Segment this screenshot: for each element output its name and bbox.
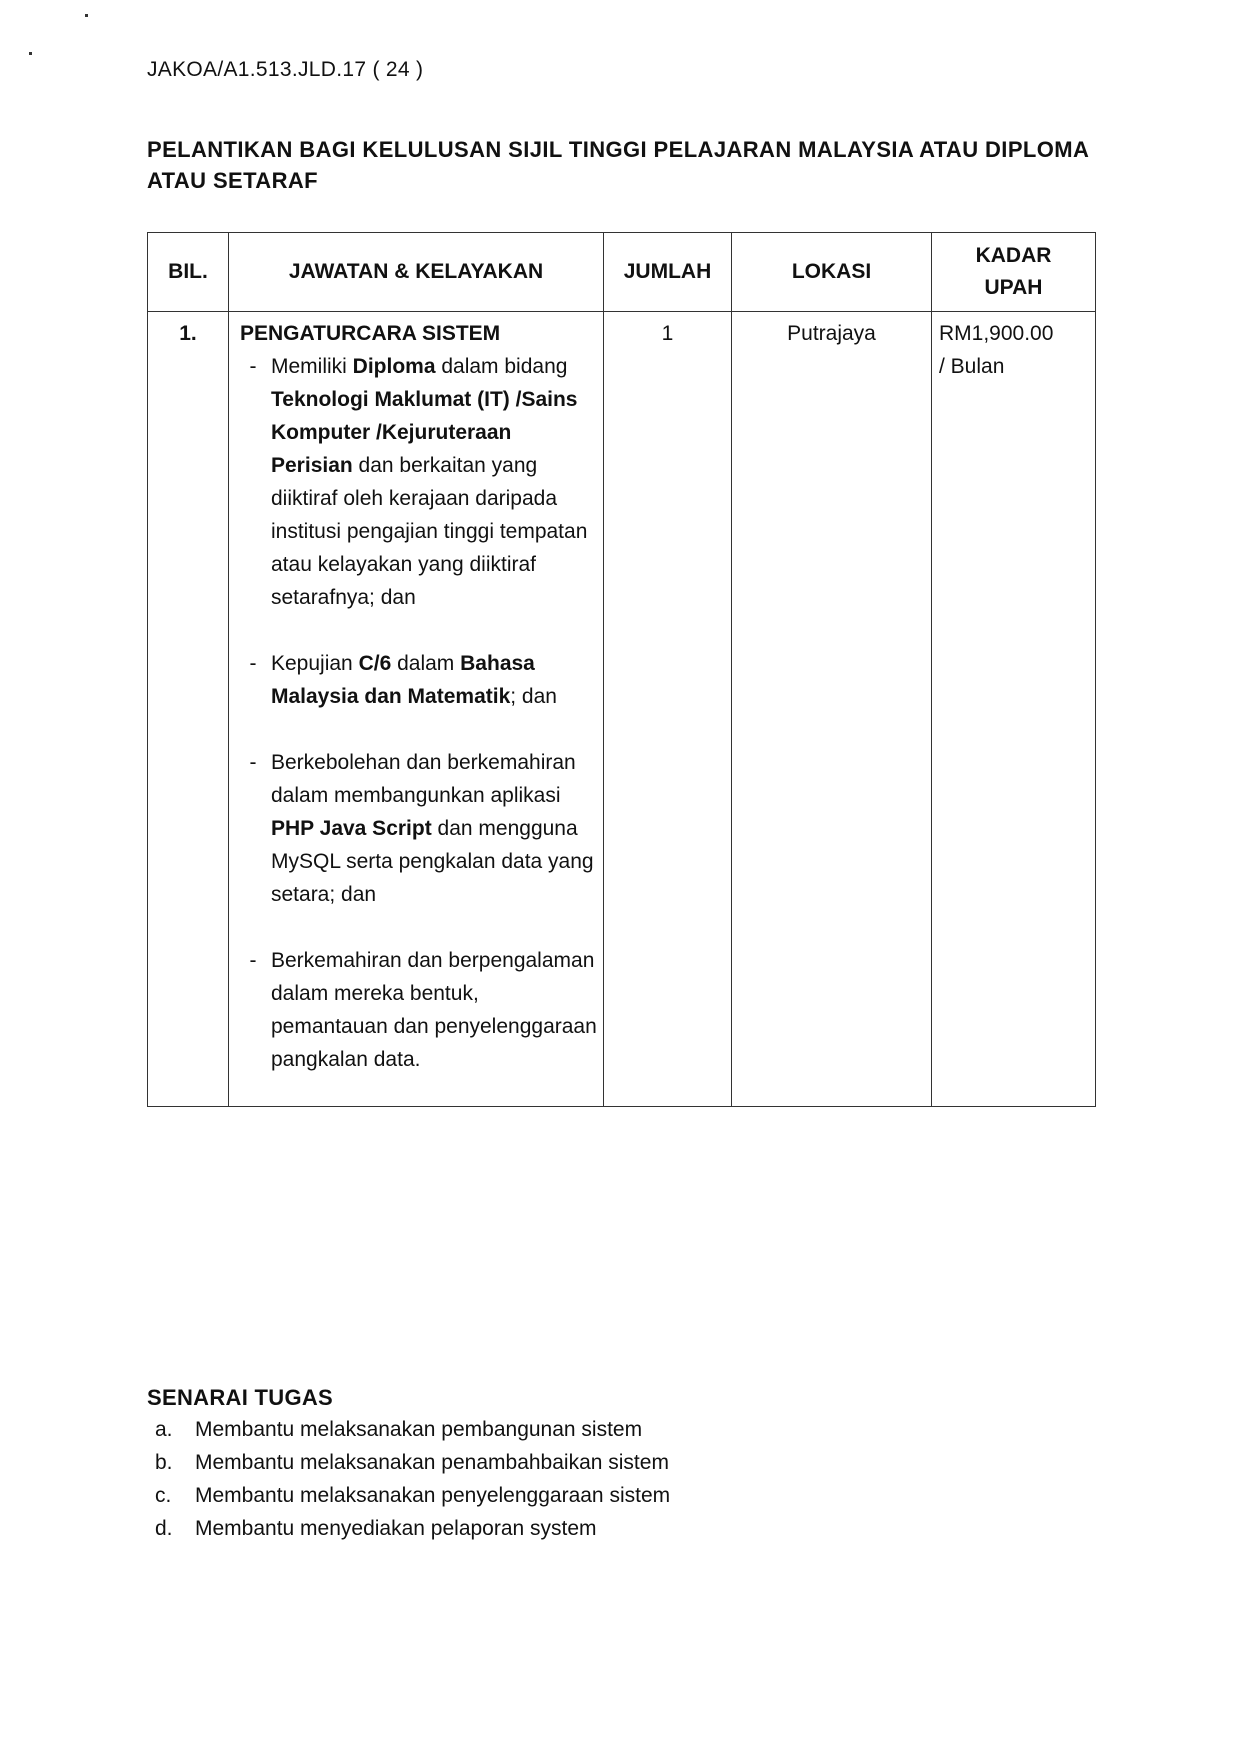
task-letter: c. <box>155 1484 172 1507</box>
task-list-heading: SENARAI TUGAS <box>147 1385 334 1410</box>
cell-jawatan <box>229 312 604 1107</box>
header-jawatan: JAWATAN & KELAYAKAN <box>229 233 604 312</box>
rate-period: / Bulan <box>939 355 1005 378</box>
task-list <box>147 1413 670 1545</box>
scan-speck <box>85 14 88 17</box>
vacancy-table <box>147 232 1096 1107</box>
header-upah: UPAH <box>984 276 1043 299</box>
requirement-text: Memiliki Diploma dalam bidang Teknologi Maklumat (IT) /Sains Komputer /Kejuruteraan Perisian dan berkaitan yang diiktiraf oleh kerajaan daripada institusi pengajian tinggi tempatan atau kelayakan yang diiktiraf setarafnya; dan <box>271 355 588 609</box>
page-title: PELANTIKAN BAGI KELULUSAN SIJIL TINGGI PELAJARAN MALAYSIA ATAU DIPLOMA ATAU SETARAF <box>147 137 1089 193</box>
document-reference: JAKOA/A1.513.JLD.17 ( 24 ) <box>147 58 424 81</box>
task-item <box>155 1446 670 1479</box>
table-header-row <box>148 233 1096 312</box>
requirement-text: Berkemahiran dan berpengalaman dalam mereka bentuk, pemantauan dan penyelenggaraan pangkalan data. <box>271 949 597 1071</box>
task-text: Membantu melaksanakan pembangunan sistem <box>195 1418 643 1441</box>
task-item <box>155 1512 670 1545</box>
header-kadar-upah <box>932 233 1096 312</box>
task-letter: b. <box>155 1451 173 1474</box>
header-jumlah: JUMLAH <box>604 233 732 312</box>
task-item <box>155 1479 670 1512</box>
cell-bil: 1. <box>148 312 229 1107</box>
task-text: Membantu melaksanakan penyelenggaraan sistem <box>195 1484 671 1507</box>
cell-jumlah: 1 <box>604 312 732 1107</box>
cell-kadar-upah <box>932 312 1096 1107</box>
task-text: Membantu melaksanakan penambahbaikan sistem <box>195 1451 669 1474</box>
task-letter: a. <box>155 1418 173 1441</box>
rate-amount: RM1,900.00 <box>939 322 1054 345</box>
task-item <box>155 1413 670 1446</box>
bullet-dash: - <box>249 652 257 675</box>
task-letter: d. <box>155 1517 173 1540</box>
requirement-text: Kepujian C/6 dalam Bahasa Malaysia dan Matematik; dan <box>271 652 557 708</box>
requirement-text: Berkebolehan dan berkemahiran dalam membangunkan aplikasi PHP Java Script dan mengguna MySQL serta pengkalan data yang setara; dan <box>271 751 594 906</box>
job-title: PENGATURCARA SISTEM <box>240 322 501 345</box>
task-text: Membantu menyediakan pelaporan system <box>195 1517 597 1540</box>
scan-speck <box>29 52 32 55</box>
task-list-section <box>147 1385 670 1545</box>
bullet-dash: - <box>249 751 257 774</box>
cell-lokasi: Putrajaya <box>732 312 932 1107</box>
header-lokasi: LOKASI <box>732 233 932 312</box>
header-bil: BIL. <box>148 233 229 312</box>
bullet-dash: - <box>249 355 257 378</box>
table-row <box>148 312 1096 1107</box>
requirement-item <box>235 350 597 614</box>
requirement-item <box>235 746 597 911</box>
bullet-dash: - <box>249 949 257 972</box>
requirement-item <box>235 944 597 1076</box>
requirement-item <box>235 647 597 713</box>
header-kadar: KADAR <box>975 244 1052 267</box>
